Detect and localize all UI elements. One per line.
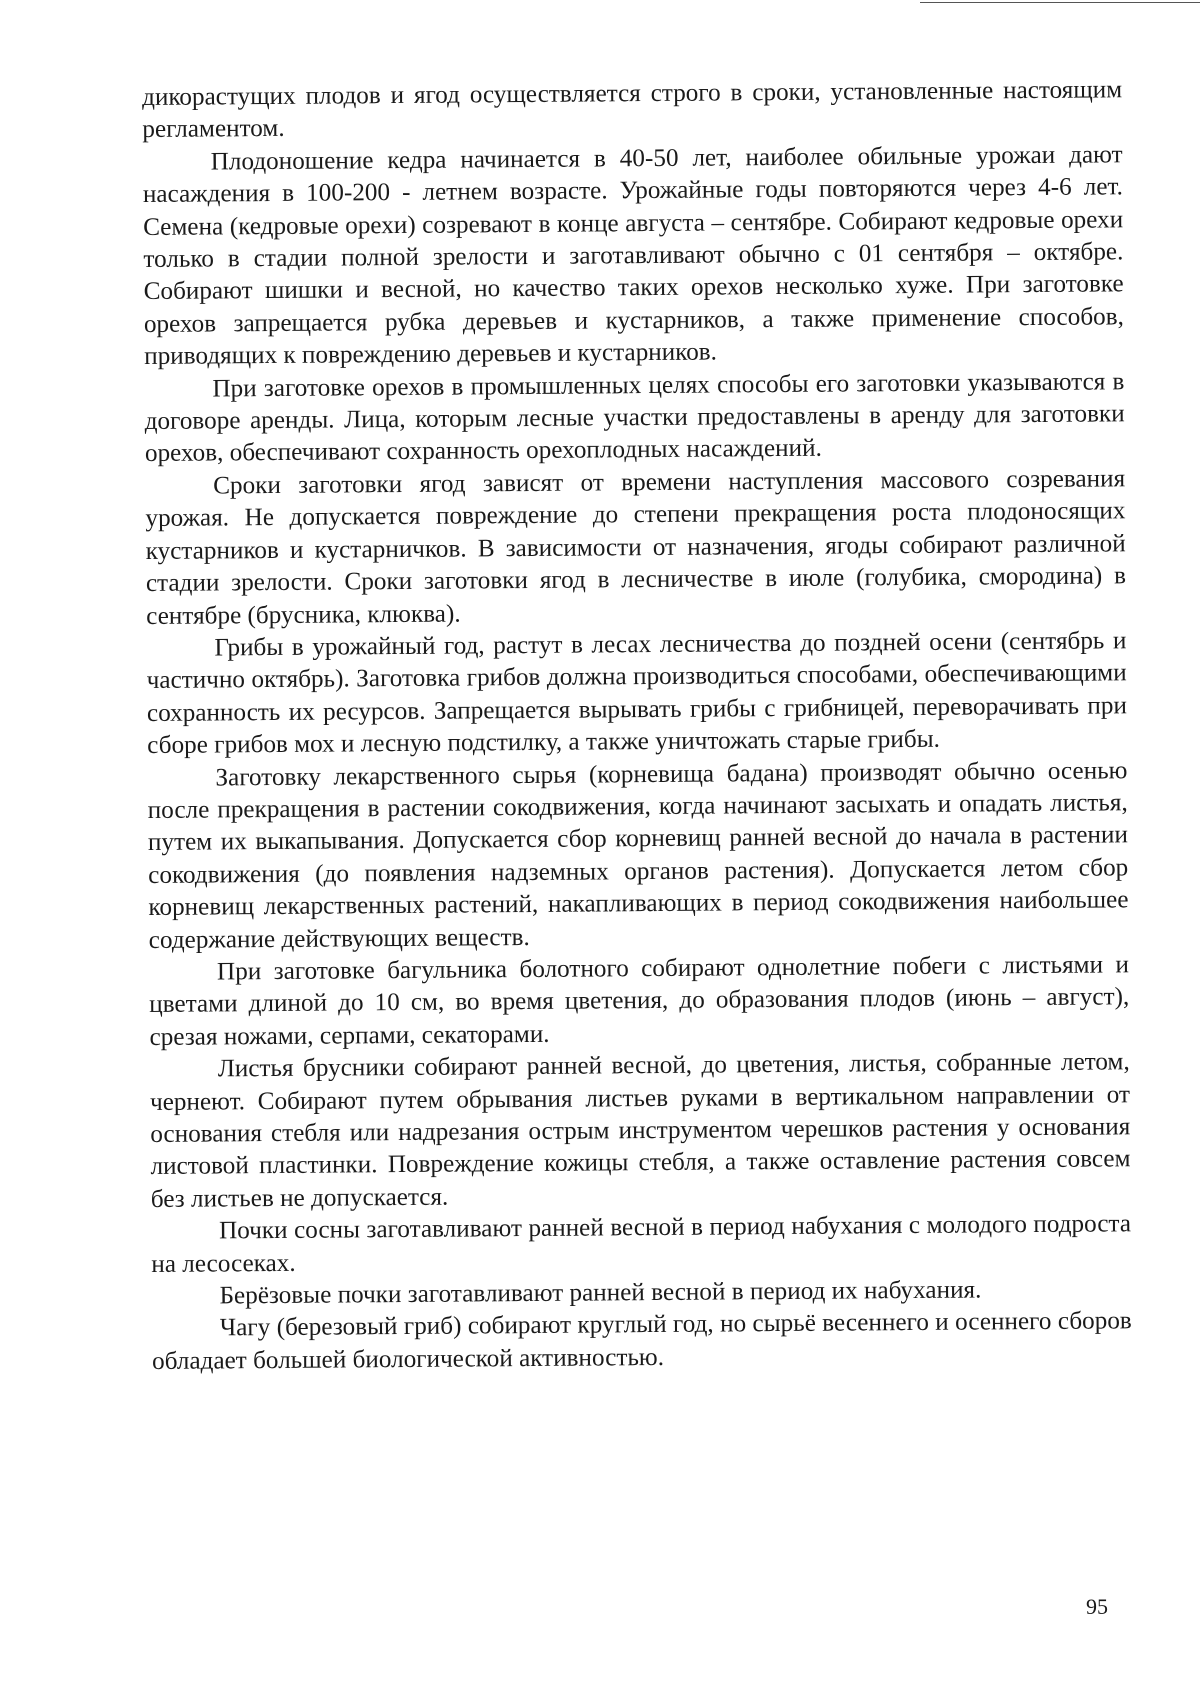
paragraph-cedar-fruiting: Плодоношение кедра начинается в 40-50 лет, наиболее обильные урожаи дают насаждения в 100-200 - летнем возрасте. Урожайные годы повторяются через 4-6 лет. Семена (кедровые орехи) созревают в конце августа – сентябре. Собирают кедровые орехи только в стадии полной зрелости и заготавливают обычно с 01 сентября – октябре. Собирают шишки и весной, но качество таких орехов несколько хуже. При заготовке орехов запрещается рубка деревьев и кустарников, а также применение способов, приводящих к повреждению деревьев и кустарников. [142, 141, 1124, 371]
paragraph-industrial-harvest: При заготовке орехов в промышленных целях способы его заготовки указываются в договоре аренды. Лица, которым лесные участки предоставлены в аренду для заготовки орехов, обеспечивают сохранность орехоплодных насаждений. [144, 367, 1125, 468]
paragraph-ledum: При заготовке багульника болотного собирают однолетние побеги с листьями и цветами длиной до 10 см, во время цветения, до образования плодов (июнь – август), срезая ножами, серпами, секаторами. [149, 951, 1130, 1051]
paragraph-lingonberry-leaves: Листья брусники собирают ранней весной, до цветения, листья, собранные летом, чернеют. Собирают путем обрывания листьев руками в вертикальном направлении от основания стебля или надрезания острым инструментом черешков растения у основания листовой пластинки. Повреждение кожицы стебля, а также оставление растения совсем без листьев не допускается. [149, 1048, 1131, 1213]
paragraph-continuation: дикорастущих плодов и ягод осуществляется строго в сроки, установленные настоящим регламентом. [142, 76, 1123, 144]
paragraph-berry-harvest: Сроки заготовки ягод зависят от времени наступления массового созревания урожая. Не допускается повреждение до степени прекращения роста плодоносящих кустарников и кустарничков. В зависимости от назначения, ягоды собирают различной стадии зрелости. Сроки заготовки ягод в лесничестве в июле (голубика, смородина) в сентябре (брусника, клюква). [145, 465, 1127, 630]
paragraph-pine-buds: Почки сосны заготавливают ранней весной в период набухания с молодого подроста на лесосеках. [151, 1210, 1132, 1278]
page-number: 95 [1086, 1594, 1108, 1619]
paragraph-chaga: Чагу (березовый гриб) собирают круглый год, но сырьё весеннего и осеннего сборов обладает большей биологической активностью. [151, 1307, 1132, 1375]
document-body [142, 74, 1132, 1378]
paragraph-medicinal-raw: Заготовку лекарственного сырья (корневища бадана) производят обычно осенью после прекращения в растении сокодвижения, когда начинают засыхать и опадать листья, путем их выкапывания. Допускается сбор корневищ ранней весной до начала в растении сокодвижения (до появления надземных органов растения). Допускается летом сбор корневищ лекарственных растений, накапливающих в период сокодвижения наибольшее содержание действующих веществ. [147, 756, 1129, 954]
paragraph-mushrooms: Грибы в урожайный год, растут в лесах лесничества до поздней осени (сентябрь и частично октябрь). Заготовка грибов должна производиться способами, обеспечивающими сохранность их ресурсов. Запрещается вырывать грибы с грибницей, переворачивать при сборе грибов мох и лесную подстилку, а также уничтожать старые грибы. [146, 627, 1128, 760]
scan-edge-line [920, 2, 1200, 3]
paragraph-birch-buds: Берёзовые почки заготавливают ранней весной в период их набухания. [219, 1276, 982, 1310]
